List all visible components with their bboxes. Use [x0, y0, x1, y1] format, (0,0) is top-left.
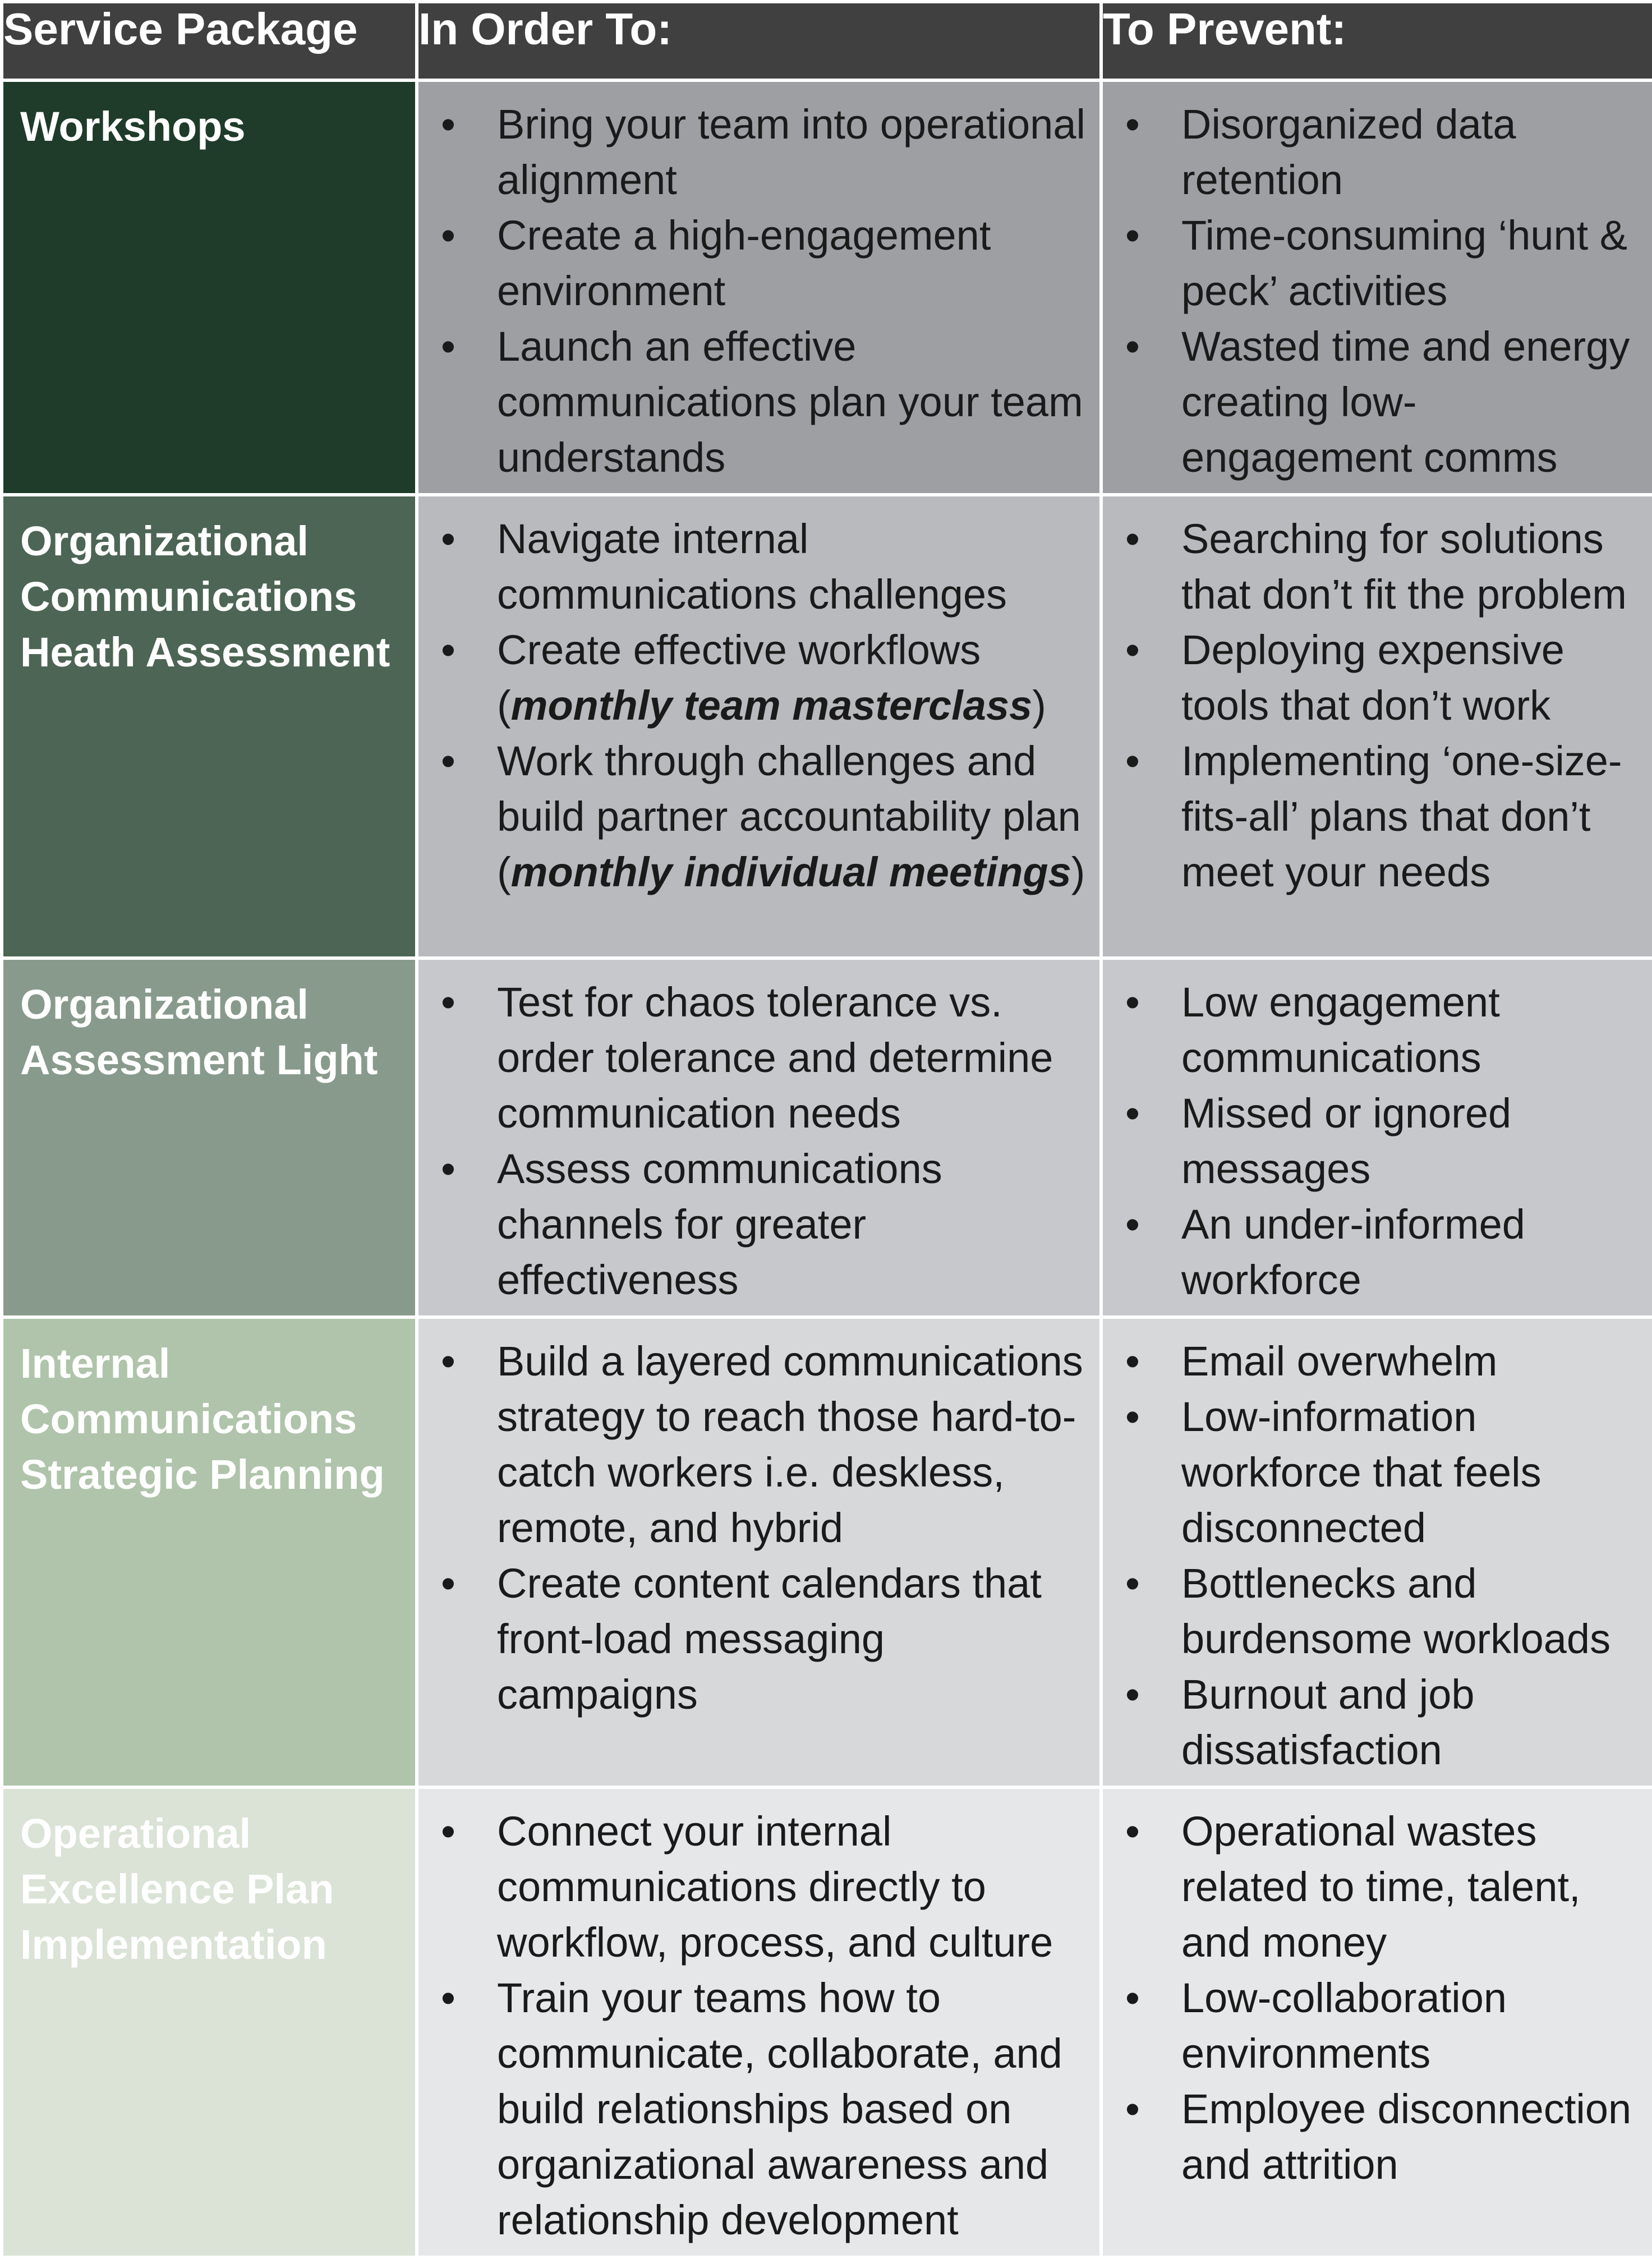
to-prevent-item [1125, 1970, 1641, 2081]
bullet-icon: • [441, 627, 455, 673]
bullet-icon: • [1125, 1671, 1140, 1718]
to-prevent-list [1103, 1789, 1652, 2200]
in-order-to-list [418, 496, 1099, 908]
to-prevent-item [1125, 974, 1641, 1085]
bullet-icon: • [441, 323, 455, 370]
to-prevent-item [1125, 319, 1641, 485]
to-prevent-item [1125, 1197, 1641, 1308]
bullet-icon: • [1125, 323, 1140, 370]
to-prevent-item [1125, 1556, 1641, 1667]
in-order-to-cell [417, 1787, 1101, 2257]
bullet-icon: • [441, 979, 455, 1025]
in-order-to-item [441, 1333, 1088, 1556]
header-service-package: Service Package [2, 2, 417, 80]
header-to-prevent: To Prevent: [1101, 2, 1652, 80]
to-prevent-item [1125, 1389, 1641, 1556]
to-prevent-cell [1101, 1317, 1652, 1787]
bullet-icon: • [1125, 627, 1140, 673]
bullet-icon: • [441, 1145, 455, 1192]
bullet-icon: • [441, 1338, 455, 1384]
to-prevent-cell [1101, 495, 1652, 958]
in-order-to-cell [417, 958, 1101, 1317]
in-order-to-item [441, 1803, 1088, 1970]
in-order-to-cell [417, 1317, 1101, 1787]
in-order-to-item-text: Create content calendars that front-load messaging campaigns [497, 1560, 1042, 1718]
to-prevent-item-text: Implementing ‘one-size-fits-all’ plans that don’t meet your needs [1181, 738, 1622, 895]
in-order-to-item-text: Create effective workflows [497, 627, 981, 673]
to-prevent-item [1125, 1085, 1641, 1197]
to-prevent-item-text: Time-consuming ‘hunt & peck’ activities [1181, 212, 1628, 314]
to-prevent-item-text: Searching for solutions that don’t fit the problem [1181, 516, 1627, 618]
in-order-to-item [441, 1556, 1088, 1722]
table-row [2, 1787, 1652, 2257]
in-order-to-item-text: Create a high-engagement environment [497, 212, 991, 314]
bullet-icon: • [441, 1560, 455, 1607]
bullet-icon: • [1125, 738, 1140, 784]
emphasis-text: monthly individual meetings [510, 849, 1071, 895]
service-package-name: Organizational Assessment Light [2, 958, 417, 1317]
bullet-icon: • [441, 738, 455, 784]
in-order-to-item-text: Connect your internal communications directly to workflow, process, and culture [497, 1808, 1053, 1966]
to-prevent-item [1125, 511, 1641, 622]
to-prevent-cell [1101, 80, 1652, 495]
to-prevent-item-text: Deploying expensive tools that don’t work [1181, 627, 1564, 729]
service-package-name: Workshops [2, 80, 417, 495]
bullet-icon: • [441, 1975, 455, 2021]
service-package-name: Operational Excellence Plan Implementation [2, 1787, 417, 2257]
to-prevent-list [1103, 82, 1652, 493]
to-prevent-item [1125, 1667, 1641, 1778]
table-row [2, 495, 1652, 958]
header-row [2, 2, 1652, 80]
bullet-icon: • [1125, 979, 1140, 1025]
to-prevent-item-text: An under-informed workforce [1181, 1201, 1525, 1303]
to-prevent-item [1125, 622, 1641, 733]
in-order-to-item-text: Launch an effective communications plan your team understands [497, 323, 1083, 481]
bullet-icon: • [1125, 212, 1140, 259]
table-row [2, 80, 1652, 495]
to-prevent-item [1125, 96, 1641, 208]
to-prevent-item-text: Burnout and job dissatisfaction [1181, 1671, 1475, 1773]
to-prevent-item-text: Email overwhelm [1181, 1338, 1498, 1384]
table-row [2, 1317, 1652, 1787]
to-prevent-item [1125, 208, 1641, 319]
in-order-to-item [441, 208, 1088, 319]
to-prevent-item-text: Low-information workforce that feels disconnected [1181, 1393, 1541, 1551]
to-prevent-item [1125, 2081, 1641, 2192]
in-order-to-list [418, 1319, 1099, 1730]
bullet-icon: • [1125, 1338, 1140, 1384]
bullet-icon: • [441, 101, 455, 148]
bullet-icon: • [1125, 101, 1140, 148]
in-order-to-item [441, 1970, 1088, 2248]
to-prevent-item-text: Disorganized data retention [1181, 101, 1516, 203]
in-order-to-item-text: Assess communications channels for greater effectiveness [497, 1145, 942, 1303]
in-order-to-list [418, 82, 1099, 493]
to-prevent-cell [1101, 958, 1652, 1317]
service-package-name: Internal Communications Strategic Planning [2, 1317, 417, 1787]
table-body [2, 80, 1652, 2257]
bullet-icon: • [1125, 1393, 1140, 1440]
to-prevent-item-text: Missed or ignored messages [1181, 1090, 1512, 1192]
in-order-to-cell [417, 495, 1101, 958]
service-package-name: Organizational Communications Heath Assessment [2, 495, 417, 958]
bullet-icon: • [441, 212, 455, 259]
to-prevent-item [1125, 1333, 1641, 1389]
emphasis-text: monthly team masterclass [510, 682, 1033, 729]
to-prevent-item [1125, 733, 1641, 900]
in-order-to-list [418, 1789, 1099, 2256]
in-order-to-item [441, 319, 1088, 485]
bullet-icon: • [1125, 1090, 1140, 1137]
in-order-to-item [441, 974, 1088, 1141]
to-prevent-item-text: Wasted time and energy creating low-engagement comms [1181, 323, 1630, 481]
in-order-to-item-text: Train your teams how to communicate, collaborate, and build relationships based on organizational awareness and relationship development [497, 1975, 1062, 2243]
bullet-icon: • [1125, 1201, 1140, 1248]
in-order-to-item-text: Work through challenges and build partner accountability plan [497, 738, 1081, 840]
to-prevent-item-text: Operational wastes related to time, talent, and money [1181, 1808, 1581, 1966]
bullet-icon: • [1125, 516, 1140, 562]
in-order-to-item: • Work through challenges and build partner accountability plan (monthly individual meetings) [441, 733, 1088, 900]
to-prevent-item-text: Low engagement communications [1181, 979, 1500, 1081]
in-order-to-list [418, 960, 1099, 1315]
bullet-icon: • [441, 516, 455, 562]
bullet-icon: • [1125, 2086, 1140, 2132]
to-prevent-list [1103, 496, 1652, 908]
to-prevent-list [1103, 1319, 1652, 1786]
in-order-to-item-text: Build a layered communications strategy to reach those hard-to-catch workers i.e. deskless, remote, and hybrid [497, 1338, 1083, 1551]
in-order-to-item-text: Bring your team into operational alignment [497, 101, 1085, 203]
to-prevent-item-text: Bottlenecks and burdensome workloads [1181, 1560, 1611, 1662]
to-prevent-list [1103, 960, 1652, 1315]
bullet-icon: • [1125, 1808, 1140, 1855]
in-order-to-item-text: Test for chaos tolerance vs. order tolerance and determine communication needs [497, 979, 1053, 1137]
to-prevent-item-text: Employee disconnection and attrition [1181, 2086, 1632, 2188]
in-order-to-item [441, 1141, 1088, 1308]
header-in-order-to: In Order To: [417, 2, 1101, 80]
to-prevent-item-text: Low-collaboration environments [1181, 1975, 1507, 2077]
in-order-to-item [441, 511, 1088, 622]
to-prevent-cell [1101, 1787, 1652, 2257]
to-prevent-item [1125, 1803, 1641, 1970]
table-row [2, 958, 1652, 1317]
in-order-to-item [441, 96, 1088, 208]
in-order-to-item: • Create effective workflows (monthly team masterclass) [441, 622, 1088, 733]
bullet-icon: • [1125, 1975, 1140, 2021]
in-order-to-cell [417, 80, 1101, 495]
in-order-to-item-text: Navigate internal communications challenges [497, 516, 1007, 618]
bullet-icon: • [1125, 1560, 1140, 1607]
bullet-icon: • [441, 1808, 455, 1855]
